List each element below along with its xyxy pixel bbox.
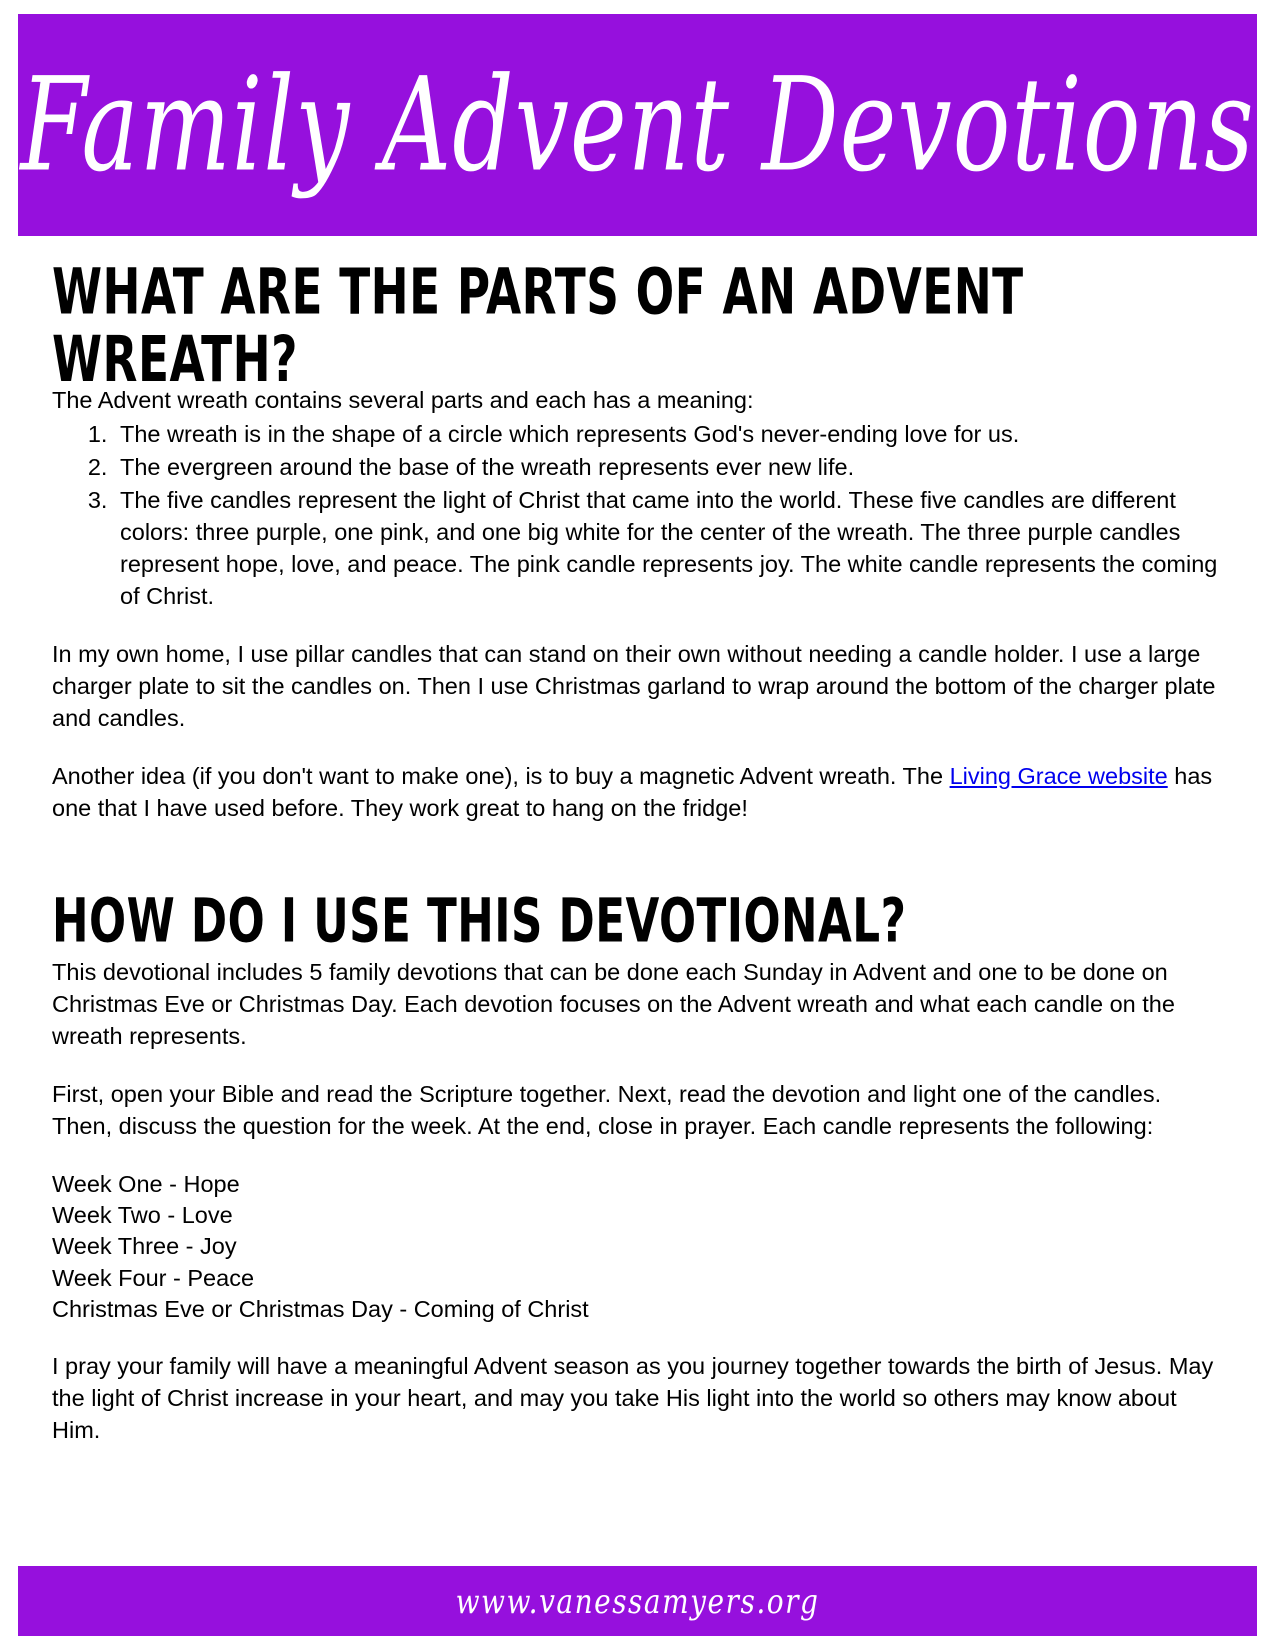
- wreath-parts-intro: The Advent wreath contains several parts and each has a meaning:: [52, 387, 754, 414]
- how-to-use-paragraph-1: This devotional includes 5 family devotions that can be done each Sunday in Advent and one to be done on Christmas Eve or Christmas Day. Each devotion focuses on the Advent wreath and what each candle on the wreath represents.: [52, 959, 1175, 1050]
- how-to-use-paragraph-2: First, open your Bible and read the Scripture together. Next, read the devotion and light one of the candles. Then, discuss the question for the week. At the end, close in prayer. Each candle represents the following:: [52, 1080, 1162, 1139]
- section-heading-wreath-parts: WHAT ARE THE PARTS OF AN ADVENT WREATH?: [52, 256, 1024, 397]
- weeks-list: [52, 1169, 1223, 1325]
- footer-banner: [18, 1566, 1257, 1636]
- week-item: Week Four - Peace: [52, 1264, 255, 1291]
- paragraph-text-after-link: has one that I have used before. They work great to hang on the fridge!: [52, 762, 1213, 821]
- list-item: 1. The wreath is in the shape of a circle which represents God's never-ending love for us.: [114, 419, 1223, 451]
- document-content: [0, 236, 1275, 1566]
- week-item: Week Two - Love: [52, 1202, 233, 1229]
- list-item: 2. The evergreen around the base of the wreath represents ever new life.: [114, 452, 1223, 484]
- wreath-parts-list: [52, 419, 1223, 613]
- week-item: Week One - Hope: [52, 1170, 240, 1197]
- week-item: Week Three - Joy: [52, 1233, 237, 1260]
- closing-paragraph: I pray your family will have a meaningful Advent season as you journey together towards the birth of Jesus. May the light of Christ increase in your heart, and may you take His light into the world so others may know about Him.: [52, 1353, 1214, 1444]
- page-title: Family Advent Devotions: [20, 49, 1255, 201]
- paragraph-text-before-link: Another idea (if you don't want to make one), is to buy a magnetic Advent wreath. The: [52, 762, 950, 789]
- header-banner: [18, 14, 1257, 236]
- wreath-parts-paragraph-3: [52, 761, 1223, 825]
- week-item: Christmas Eve or Christmas Day - Coming of Christ: [52, 1295, 589, 1322]
- footer-website: www.vanessamyers.org: [455, 1581, 820, 1621]
- wreath-parts-paragraph-2: In my own home, I use pillar candles that can stand on their own without needing a candle holder. I use a large charger plate to sit the candles on. Then I use Christmas garland to wrap around the bottom of the charger plate and candles.: [52, 640, 1216, 731]
- section-heading-how-to-use: HOW DO I USE THIS DEVOTIONAL?: [52, 884, 907, 956]
- list-item: 3. The five candles represent the light of Christ that came into the world. These five candles are different colors: three purple, one pink, and one big white for the center of the wreath. The three purple candles represent hope, love, and peace. The pink candle represents joy. The white candle represents the coming of Christ.: [114, 485, 1223, 613]
- living-grace-website-link[interactable]: Living Grace website: [949, 762, 1168, 789]
